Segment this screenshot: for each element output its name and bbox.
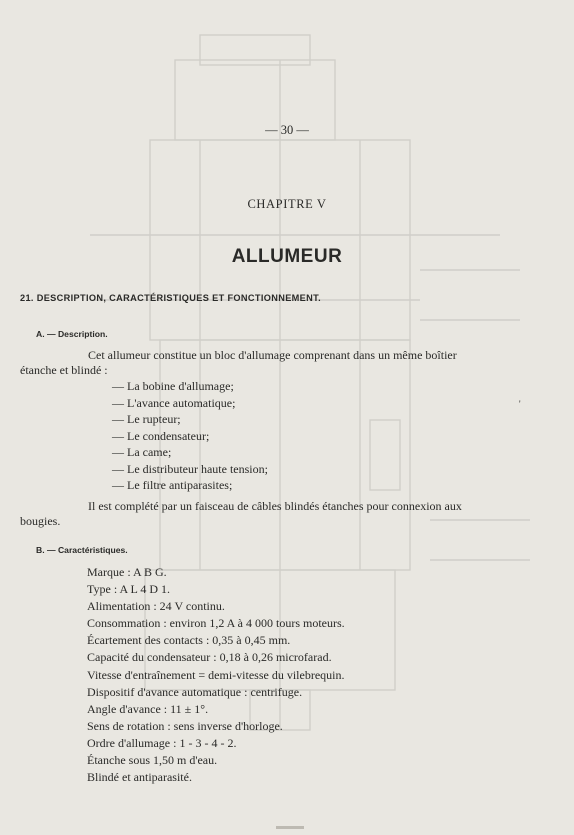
list-item: — La bobine d'allumage; <box>112 379 234 393</box>
list-item: — L'avance automatique; <box>112 395 236 410</box>
characteristics-list <box>87 564 345 786</box>
description-intro-line-2: étanche et blindé : <box>20 363 108 377</box>
list-item: — Le rupteur; <box>112 412 181 426</box>
description-intro <box>20 348 518 378</box>
spec-item: Étanche sous 1,50 m d'eau. <box>87 753 218 768</box>
spec-item: Blindé et antiparasité. <box>87 770 192 785</box>
spec-item: Écartement des contacts : 0,35 à 0,45 mm. <box>87 633 291 648</box>
list-item: — Le condensateur; <box>112 428 210 443</box>
spec-item: Sens de rotation : sens inverse d'horloge. <box>87 718 283 733</box>
spec-item: Vitesse d'entraînement = demi-vitesse du vilebrequin. <box>87 667 345 682</box>
description-intro-line-1: Cet allumeur constitue un bloc d'allumage comprenant dans un même boîtier <box>88 348 457 362</box>
chapter-label: CHAPITRE V <box>247 197 327 211</box>
component-list <box>112 378 268 494</box>
description-closing-line-1: Il est complété par un faisceau de câbles blindés étanches pour connexion aux <box>88 499 462 513</box>
chapter-title: ALLUMEUR <box>231 246 343 267</box>
footer-mark <box>276 826 304 829</box>
section-heading: 21. DESCRIPTION, CARACTÉRISTIQUES ET FONCTIONNEMENT. <box>20 293 321 303</box>
description-heading: A. — Description. <box>36 329 108 339</box>
spec-item: Alimentation : 24 V continu. <box>87 599 225 614</box>
spec-item: Angle d'avance : 11 ± 1°. <box>87 701 209 716</box>
stray-mark: ' <box>519 399 521 409</box>
description-closing <box>20 499 518 529</box>
description-closing-line-2: bougies. <box>20 514 61 528</box>
list-item: — Le distributeur haute tension; <box>112 461 268 476</box>
spec-item: Ordre d'allumage : 1 - 3 - 4 - 2. <box>87 735 237 750</box>
spec-item: Type : A L 4 D 1. <box>87 582 171 597</box>
list-item: — La came; <box>112 445 172 459</box>
spec-item: Consommation : environ 1,2 A à 4 000 tours moteurs. <box>87 616 345 631</box>
characteristics-heading: B. — Caractéristiques. <box>36 545 128 555</box>
spec-item: Marque : A B G. <box>87 565 167 579</box>
spec-item: Capacité du condensateur : 0,18 à 0,26 microfarad. <box>87 650 332 665</box>
page-number: — 30 — <box>265 123 309 137</box>
spec-item: Dispositif d'avance automatique : centrifuge. <box>87 684 303 699</box>
list-item: — Le filtre antiparasites; <box>112 478 233 492</box>
